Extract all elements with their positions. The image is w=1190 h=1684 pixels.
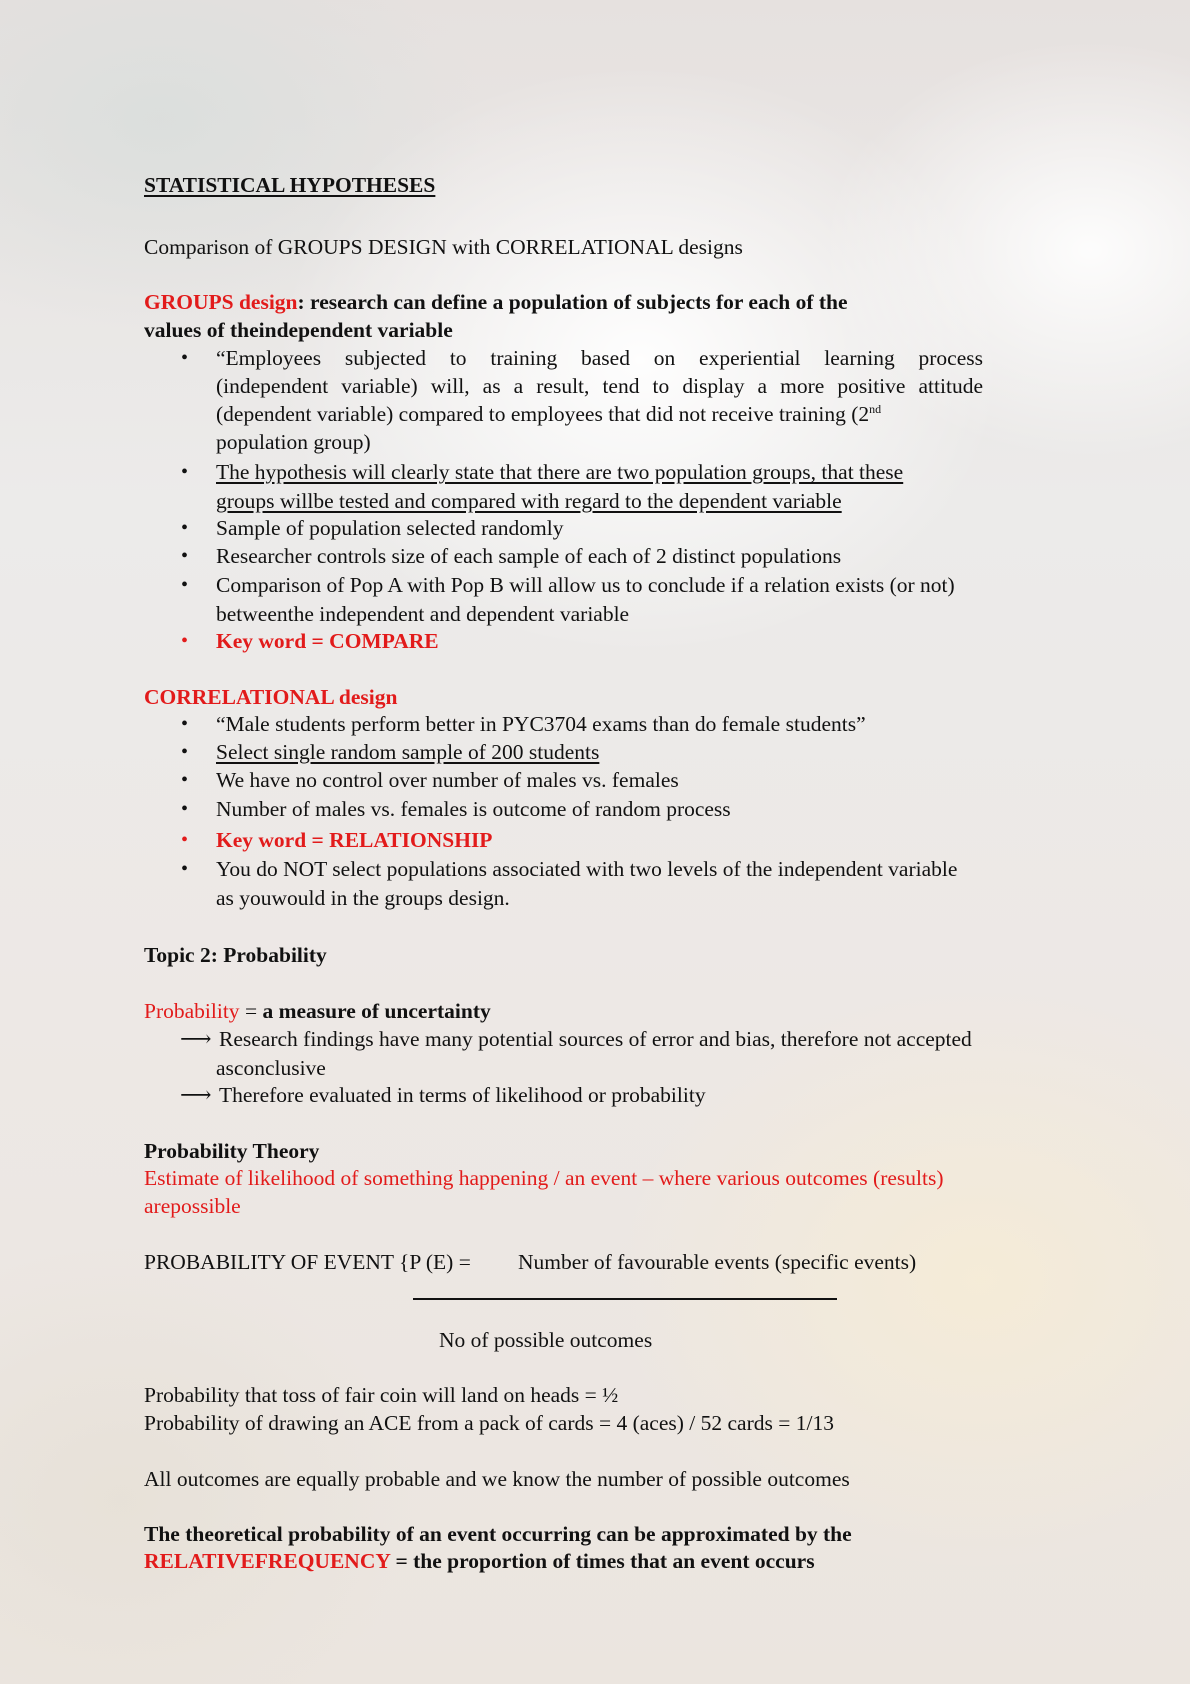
arrow-right-icon: ⟶ <box>180 1026 212 1051</box>
groups-b1-l2: (independent variable) will, as a result, tend to display a more positive attitude <box>216 374 983 398</box>
example-coin: Probability that toss of fair coin will land on heads = ½ <box>144 1383 619 1407</box>
groups-b2-l2: groups willbe tested and compared with regard to the dependent variable <box>216 489 842 513</box>
bullet-icon: • <box>181 574 189 596</box>
groups-b5-l2: betweenthe independent and dependent variable <box>216 602 630 626</box>
groups-b5-l1: Comparison of Pop A with Pop B will allow us to conclude if a relation exists (or not) <box>216 573 955 597</box>
prob-a1-l2: asconclusive <box>216 1056 326 1080</box>
relative-frequency: RELATIVEFREQUENCY <box>144 1549 391 1573</box>
example-ace: Probability of drawing an ACE from a pack of cards = 4 (aces) / 52 cards = 1/13 <box>144 1411 834 1435</box>
probability-def: a measure of uncertainty <box>262 999 491 1023</box>
bullet-icon: • <box>181 769 189 791</box>
groups-keyword: Key word = COMPARE <box>216 629 439 653</box>
prob-a1-l1: Research findings have many potential sources of error and bias, therefore not accepted <box>219 1027 972 1051</box>
example-equal: All outcomes are equally probable and we know the number of possible outcomes <box>144 1467 850 1491</box>
groups-heading-line2: values of theindependent variable <box>144 318 453 342</box>
theory-l1: Estimate of likelihood of something happening / an event – where various outcomes (results) <box>144 1166 944 1190</box>
bullet-icon: • <box>181 858 189 880</box>
bullet-icon: • <box>181 461 189 483</box>
groups-b1-l3 <box>216 400 881 428</box>
groups-heading-rest: : research can define a population of subjects for each of the <box>297 290 848 314</box>
corr-keyword: Key word = RELATIONSHIP <box>216 828 493 852</box>
closing-l2-rest: = the proportion of times that an event occurs <box>390 1549 815 1573</box>
intro-line: Comparison of GROUPS DESIGN with CORRELATIONAL designs <box>144 235 743 259</box>
theory-l2: arepossible <box>144 1194 241 1218</box>
corr-b2: Select single random sample of 200 students <box>216 740 600 764</box>
groups-b1-l1: “Employees subjected to training based on experiential learning process <box>216 346 983 370</box>
arrow-right-icon: ⟶ <box>180 1082 212 1107</box>
bullet-icon: • <box>181 741 189 763</box>
groups-b1-l4: population group) <box>216 430 371 454</box>
topic2-heading: Topic 2: Probability <box>144 943 327 967</box>
theory-heading: Probability Theory <box>144 1139 320 1163</box>
formula-numerator: Number of favourable events (specific events) <box>518 1250 917 1274</box>
corr-b3: We have no control over number of males vs. females <box>216 768 679 792</box>
page-title: STATISTICAL HYPOTHESES <box>144 173 436 197</box>
probability-eq: = <box>239 999 263 1023</box>
prob-a2: Therefore evaluated in terms of likelihood or probability <box>219 1083 706 1107</box>
bullet-icon: • <box>181 798 189 820</box>
corr-b6-l2: as youwould in the groups design. <box>216 886 510 910</box>
formula-denominator: No of possible outcomes <box>439 1328 653 1352</box>
closing-l2 <box>144 1547 815 1575</box>
fraction-line <box>413 1298 837 1300</box>
groups-b4: Researcher controls size of each sample of each of 2 distinct populations <box>216 544 842 568</box>
groups-b1-l3-text: (dependent variable) compared to employees that did not receive training (2 <box>216 402 870 426</box>
probability-word: Probability <box>144 999 240 1023</box>
formula-left: PROBABILITY OF EVENT {P (E) = <box>144 1250 471 1274</box>
corr-b6-l1: You do NOT select populations associated with two levels of the independent variable <box>216 857 958 881</box>
groups-b1-l3-sup: nd <box>869 401 882 416</box>
bullet-icon: • <box>181 347 189 369</box>
probability-definition <box>144 997 491 1025</box>
bullet-icon: • <box>181 829 189 851</box>
bullet-icon: • <box>181 517 189 539</box>
groups-heading <box>144 288 848 316</box>
bullet-icon: • <box>181 545 189 567</box>
groups-heading-red: GROUPS design <box>144 290 298 314</box>
correlational-heading: CORRELATIONAL design <box>144 685 398 709</box>
groups-b2-l1: The hypothesis will clearly state that there are two population groups, that these <box>216 460 904 484</box>
corr-b1: “Male students perform better in PYC3704 exams than do female students” <box>216 712 866 736</box>
bullet-icon: • <box>181 630 189 652</box>
bullet-icon: • <box>181 713 189 735</box>
closing-l1: The theoretical probability of an event occurring can be approximated by the <box>144 1522 852 1546</box>
corr-b4: Number of males vs. females is outcome of random process <box>216 797 731 821</box>
groups-b3: Sample of population selected randomly <box>216 516 564 540</box>
